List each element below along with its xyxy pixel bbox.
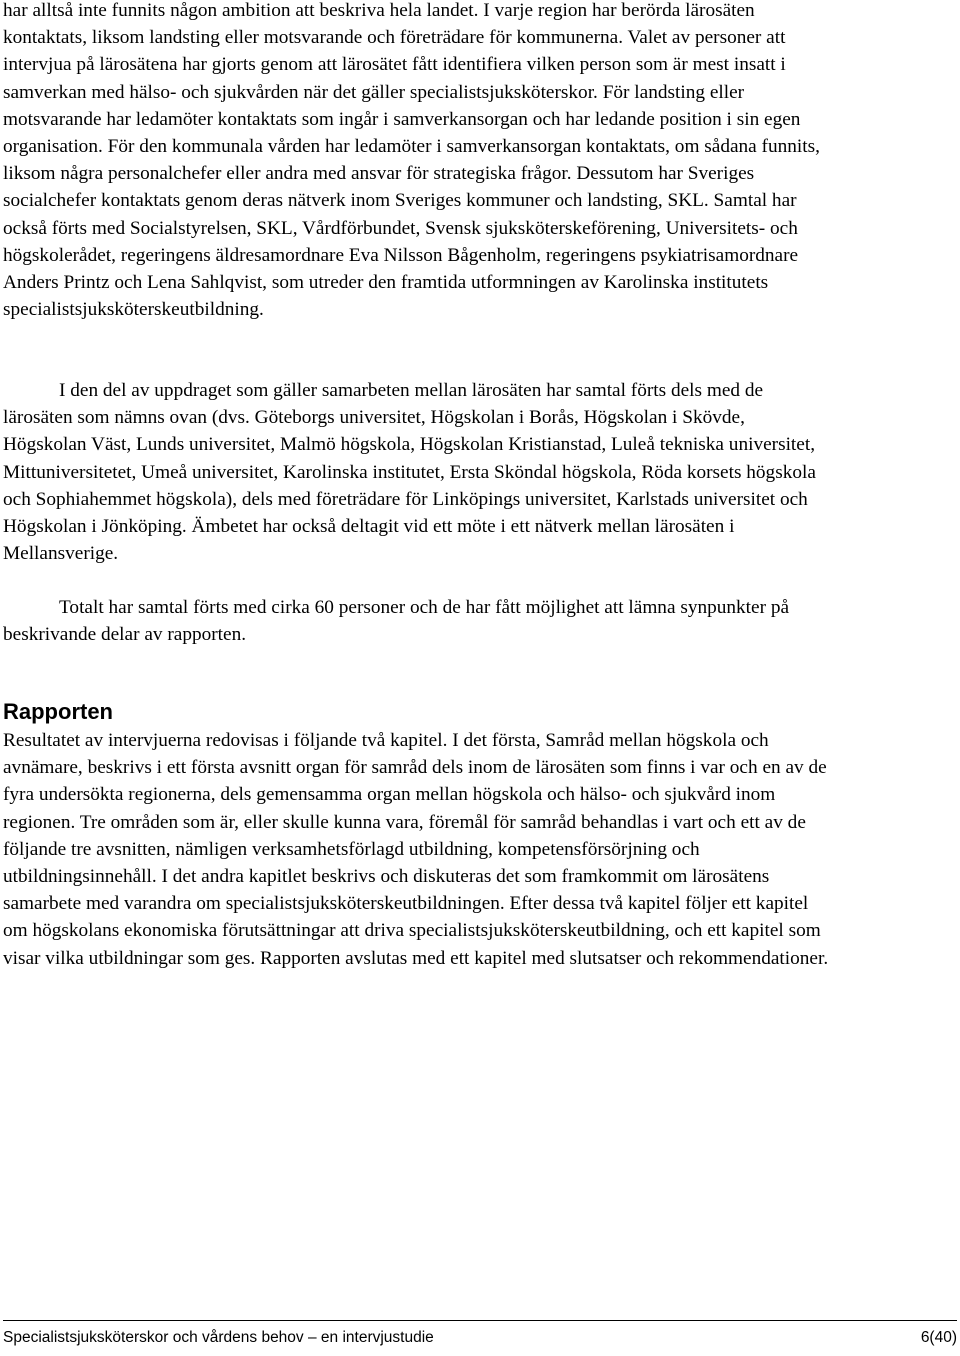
body-paragraph-1: har alltså inte funnits någon ambition att beskriva hela landet. I varje region har berörda lärosäten kontaktats, liksom landsting eller motsvarande och företrädare för kommunerna. Valet av personer att intervjua på lärosätena har gjorts genom att lärosätet fått identifiera vilken person som är mest insatt i samverkan med hälso- och sjukvården när det gäller specialistsjuksköterskor. För landsting eller motsvarande har ledamöter kontaktats som ingår i samverkansorgan och har ledande position i sin egen organisation. För den kommunala vården har ledamöter i samverkansorgan kontaktats, om sådana funnits, liksom några personalchefer eller andra med ansvar för strategiska frågor. Dessutom har Sveriges socialchefer kontaktats genom deras nätverk inom Sveriges kommuner och landsting, SKL. Samtal har också förts med Socialstyrelsen, SKL, Vårdförbundet, Svensk sjuksköterskeförening, Universitets- och högskolerådet, regeringens äldresamordnare Eva Nilsson Bågenholm, regeringens psykiatrisamordnare Anders Printz och Lena Sahlqvist, som utreder den framtida utformningen av Karolinska institutets specialistsjuksköterskeutbildning. [3,0,820,321]
page-footer [3,1320,957,1356]
section-paragraph: Resultatet av intervjuerna redovisas i följande två kapitel. I det första, Samråd mellan högskola och avnämare, beskrivs i ett första avsnitt organ för samråd dels inom de lärosäten som finns i var och en av de fyra undersökta regionerna, dels gemensamma organ mellan högskola och hälso- och sjukvård inom regionen. Tre områden som är, eller skulle kunna vara, föremål för samråd behandlas i vart och ett av de följande tre avsnitten, nämligen verksamhetsförlagd utbildning, kompetensförsörjning och utbildningsinnehåll. I det andra kapitlet beskrivs och diskuteras det som framkommit om lärosätens samarbete med varandra om specialistsjuksköterskeutbildningen. Efter dessa två kapitel följer ett kapitel om högskolans ekonomiska förutsättningar att driva specialistsjuksköterskeutbildning, och ett kapitel som visar vilka utbildningar som ges. Rapporten avslutas med ett kapitel med slutsatser och rekommendationer. [3,730,829,969]
body-paragraph-2: I den del av uppdraget som gäller samarbeten mellan lärosäten har samtal förts dels med de lärosäten som nämns ovan (dvs. Göteborgs universitet, Högskolan i Borås, Högskolan i Skövde, Högskolan Väst, Lunds universitet, Malmö högskola, Högskolan Kristianstad, Luleå tekniska universitet, Mittuniversitetet, Umeå universitet, Karolinska institutet, Ersta Sköndal högskola, Röda korsets högskola och Sophiahemmet högskola), dels med företrädare för Linköpings universitet, Karlstads universitet och Högskolan i Jönköping. Ämbetet har också deltagit vid ett möte i ett nätverk mellan lärosäten i Mellansverige. [3,380,816,565]
page-number: 6(40) [920,1329,957,1346]
body-paragraph-3: Totalt har samtal förts med cirka 60 personer och de har fått möjlighet att lämna synpunkter på beskrivande delar av rapporten. [3,597,790,646]
section-heading: Rapporten [3,699,113,724]
footer-title: Specialistsjuksköterskor och vårdens behov – en intervjustudie [3,1329,434,1346]
